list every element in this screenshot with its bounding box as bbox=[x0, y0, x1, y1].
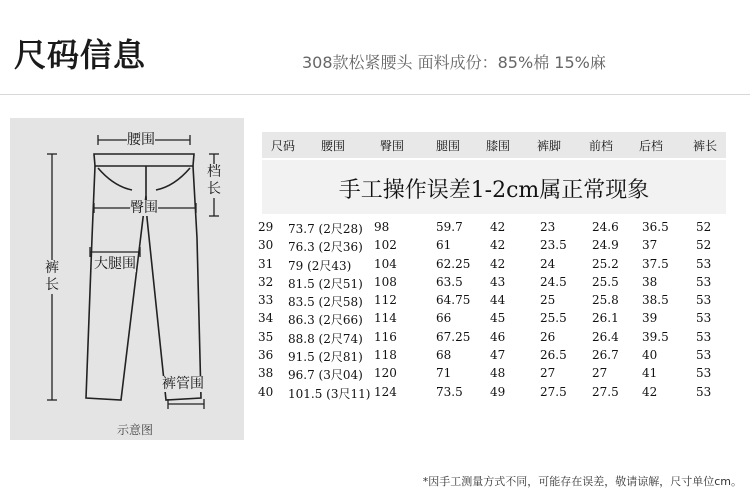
table-cell: 104 bbox=[374, 256, 397, 271]
table-cell: 68 bbox=[436, 348, 452, 363]
table-cell: 108 bbox=[374, 274, 397, 289]
table-cell: 45 bbox=[490, 311, 506, 326]
waist-label: 腰围 bbox=[127, 132, 155, 148]
table-row bbox=[258, 275, 738, 293]
table-cell: 63.5 bbox=[436, 274, 463, 289]
table-cell: 52 bbox=[696, 238, 712, 253]
length-label: 裤长 bbox=[45, 260, 59, 293]
table-cell: 102 bbox=[374, 238, 397, 253]
table-cell: 42 bbox=[490, 220, 506, 234]
table-cell: 31 bbox=[258, 256, 274, 271]
table-cell: 36.5 bbox=[642, 220, 669, 234]
table-cell: 43 bbox=[490, 274, 506, 289]
header-length: 裤长 bbox=[693, 139, 718, 153]
table-cell: 124 bbox=[374, 384, 397, 399]
table-cell: 41 bbox=[642, 366, 658, 381]
hem-label: 裤管围 bbox=[162, 376, 204, 392]
table-cell: 26.7 bbox=[592, 348, 619, 363]
table-cell: 73.5 bbox=[436, 384, 463, 399]
table-cell: 118 bbox=[374, 348, 397, 363]
table-cell: 49 bbox=[490, 384, 506, 399]
table-cell: 101.5 (3尺11) bbox=[288, 386, 371, 401]
table-cell: 25.2 bbox=[592, 256, 619, 271]
table-cell: 24.5 bbox=[540, 274, 567, 289]
header-waist: 腰围 bbox=[321, 139, 346, 153]
table-cell: 26.1 bbox=[592, 311, 619, 326]
table-row bbox=[258, 385, 738, 403]
table-cell: 24.6 bbox=[592, 220, 619, 234]
table-cell: 27 bbox=[592, 366, 608, 381]
table-cell: 25.5 bbox=[540, 311, 567, 326]
table-cell: 24.9 bbox=[592, 238, 619, 253]
table-cell: 73.7 (2尺28) bbox=[288, 222, 363, 236]
table-row bbox=[258, 330, 738, 348]
table-cell: 53 bbox=[696, 311, 712, 326]
table-cell: 67.25 bbox=[436, 329, 471, 344]
header-divider bbox=[0, 94, 750, 95]
table-cell: 53 bbox=[696, 366, 712, 381]
header-front-rise: 前档 bbox=[589, 139, 614, 153]
table-cell: 88.8 (2尺74) bbox=[288, 331, 363, 346]
table-cell: 61 bbox=[436, 238, 452, 253]
table-cell: 27.5 bbox=[540, 384, 567, 399]
table-row bbox=[258, 311, 738, 329]
diagram-caption: 示意图 bbox=[117, 423, 154, 437]
table-cell: 81.5 (2尺51) bbox=[288, 276, 363, 291]
table-cell: 96.7 (3尺04) bbox=[288, 368, 363, 383]
table-cell: 116 bbox=[374, 329, 397, 344]
table-cell: 40 bbox=[642, 348, 658, 363]
table-row bbox=[258, 238, 738, 256]
rise-label: 档长 bbox=[207, 164, 221, 197]
table-cell: 30 bbox=[258, 238, 274, 253]
header-size: 尺码 bbox=[271, 139, 296, 153]
table-cell: 98 bbox=[374, 220, 390, 234]
table-cell: 120 bbox=[374, 366, 397, 381]
table-cell: 66 bbox=[436, 311, 452, 326]
table-cell: 25 bbox=[540, 293, 556, 308]
table-cell: 26 bbox=[540, 329, 556, 344]
table-cell: 37 bbox=[642, 238, 658, 253]
table-cell: 59.7 bbox=[436, 220, 463, 234]
table-cell: 91.5 (2尺81) bbox=[288, 350, 363, 365]
size-table-header bbox=[262, 132, 726, 158]
table-cell: 39.5 bbox=[642, 329, 669, 344]
thigh-label: 大腿围 bbox=[94, 256, 136, 272]
table-row bbox=[258, 220, 738, 238]
table-cell: 29 bbox=[258, 220, 274, 234]
table-cell: 64.75 bbox=[436, 293, 471, 308]
table-cell: 40 bbox=[258, 384, 274, 399]
table-cell: 83.5 (2尺58) bbox=[288, 295, 363, 310]
table-cell: 114 bbox=[374, 311, 397, 326]
table-cell: 35 bbox=[258, 329, 274, 344]
page-title: 尺码信息 bbox=[14, 36, 147, 74]
table-row bbox=[258, 348, 738, 366]
tolerance-banner bbox=[262, 160, 726, 214]
table-cell: 48 bbox=[490, 366, 506, 381]
table-cell: 47 bbox=[490, 348, 506, 363]
table-cell: 53 bbox=[696, 384, 712, 399]
table-cell: 112 bbox=[374, 293, 397, 308]
table-cell: 46 bbox=[490, 329, 506, 344]
size-table-body bbox=[258, 220, 738, 403]
table-cell: 25.8 bbox=[592, 293, 619, 308]
header-hip: 臀围 bbox=[380, 139, 405, 153]
table-row bbox=[258, 366, 738, 384]
table-cell: 38.5 bbox=[642, 293, 669, 308]
table-cell: 38 bbox=[258, 366, 274, 381]
header-hem: 裤脚 bbox=[537, 139, 562, 153]
table-cell: 53 bbox=[696, 256, 712, 271]
table-cell: 34 bbox=[258, 311, 274, 326]
table-cell: 25.5 bbox=[592, 274, 619, 289]
fabric-info: 308款松紧腰头 面料成份：85%棉 15%麻 bbox=[302, 53, 606, 72]
hip-label: 臀围 bbox=[130, 200, 158, 216]
table-cell: 62.25 bbox=[436, 256, 471, 271]
table-cell: 39 bbox=[642, 311, 658, 326]
table-cell: 53 bbox=[696, 293, 712, 308]
table-cell: 53 bbox=[696, 274, 712, 289]
measurement-footnote: *因手工测量方式不同，可能存在误差，敬请谅解，尺寸单位cm。 bbox=[422, 475, 742, 488]
table-cell: 33 bbox=[258, 293, 274, 308]
table-cell: 42 bbox=[490, 256, 506, 271]
table-cell: 24 bbox=[540, 256, 556, 271]
table-cell: 79 (2尺43) bbox=[288, 258, 352, 273]
table-cell: 27.5 bbox=[592, 384, 619, 399]
table-cell: 27 bbox=[540, 366, 556, 381]
table-cell: 32 bbox=[258, 274, 274, 289]
table-cell: 71 bbox=[436, 366, 452, 381]
table-cell: 23.5 bbox=[540, 238, 567, 253]
table-cell: 44 bbox=[490, 293, 506, 308]
table-cell: 86.3 (2尺66) bbox=[288, 313, 363, 328]
header-back-rise: 后档 bbox=[639, 139, 664, 153]
table-cell: 23 bbox=[540, 220, 556, 234]
table-cell: 36 bbox=[258, 348, 274, 363]
table-cell: 42 bbox=[490, 238, 506, 253]
table-cell: 38 bbox=[642, 274, 658, 289]
table-cell: 26.4 bbox=[592, 329, 619, 344]
table-cell: 53 bbox=[696, 329, 712, 344]
table-cell: 37.5 bbox=[642, 256, 669, 271]
header-thigh: 腿围 bbox=[436, 139, 461, 153]
pants-diagram bbox=[10, 118, 244, 440]
table-cell: 26.5 bbox=[540, 348, 567, 363]
table-cell: 76.3 (2尺36) bbox=[288, 240, 363, 255]
table-row bbox=[258, 293, 738, 311]
header-knee: 膝围 bbox=[486, 139, 511, 153]
table-cell: 52 bbox=[696, 220, 712, 234]
table-cell: 53 bbox=[696, 348, 712, 363]
table-row bbox=[258, 257, 738, 275]
table-cell: 42 bbox=[642, 384, 658, 399]
tolerance-text: 手工操作误差1-2cm属正常现象 bbox=[338, 178, 650, 203]
